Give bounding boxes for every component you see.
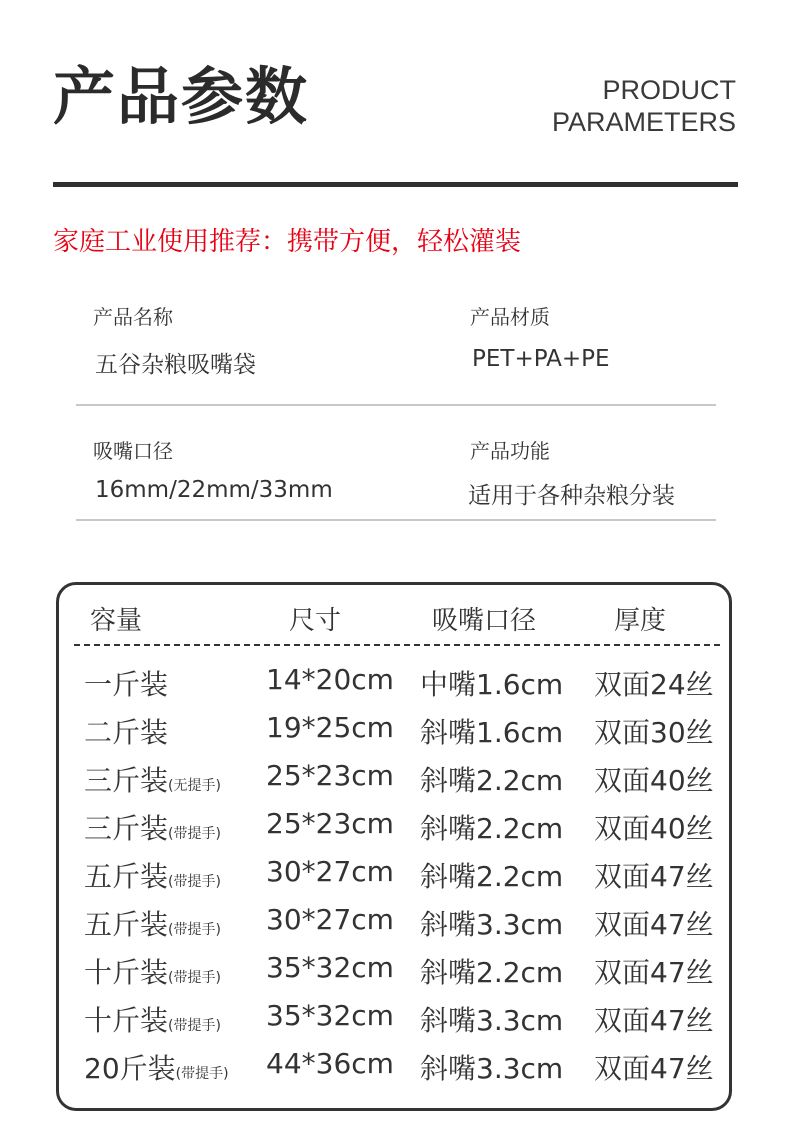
row-thickness: 双面47丝 (594, 956, 714, 989)
row-capacity: 三斤装(无提手) (84, 764, 221, 797)
title-en-line1: PRODUCT (602, 75, 736, 105)
row-size: 35*32cm (266, 999, 394, 1032)
table-header-spout: 吸嘴口径 (432, 606, 537, 636)
product-name-label: 产品名称 (93, 305, 173, 329)
row-capacity: 十斤装(带提手) (84, 1004, 221, 1037)
row-thickness: 双面47丝 (594, 908, 714, 941)
row-thickness: 双面47丝 (594, 1052, 714, 1085)
params-divider-2 (76, 519, 716, 521)
slogan: 家庭工业使用推荐：携带方便，轻松灌装 (53, 227, 522, 257)
row-spout: 斜嘴2.2cm (420, 956, 564, 989)
row-thickness: 双面47丝 (594, 1004, 714, 1037)
row-capacity: 五斤装(带提手) (84, 860, 221, 893)
row-capacity: 十斤装(带提手) (84, 956, 221, 989)
row-thickness: 双面24丝 (594, 668, 714, 701)
row-note: (带提手) (168, 922, 221, 938)
spout-diameter-label: 吸嘴口径 (93, 439, 173, 463)
row-capacity: 20斤装(带提手) (84, 1052, 229, 1085)
row-spout: 斜嘴2.2cm (420, 764, 564, 797)
row-note: (带提手) (168, 874, 221, 890)
row-spout: 斜嘴3.3cm (420, 1004, 564, 1037)
row-spout: 斜嘴2.2cm (420, 860, 564, 893)
row-note: (带提手) (168, 970, 221, 986)
row-size: 25*23cm (266, 759, 394, 792)
row-size: 44*36cm (266, 1047, 394, 1080)
row-spout: 斜嘴1.6cm (420, 716, 564, 749)
header-divider (53, 182, 738, 187)
row-spout: 斜嘴3.3cm (420, 908, 564, 941)
spout-diameter-value: 16mm/22mm/33mm (95, 477, 333, 503)
row-spout: 中嘴1.6cm (420, 668, 564, 701)
product-function-label: 产品功能 (470, 439, 550, 463)
row-thickness: 双面47丝 (594, 860, 714, 893)
row-size: 19*25cm (266, 711, 394, 744)
row-thickness: 双面30丝 (594, 716, 714, 749)
row-size: 14*20cm (266, 663, 394, 696)
params-divider-1 (76, 404, 716, 406)
row-size: 30*27cm (266, 903, 394, 936)
product-name-value: 五谷杂粮吸嘴袋 (95, 352, 256, 378)
table-header-size: 尺寸 (289, 606, 342, 636)
product-material-label: 产品材质 (470, 305, 550, 329)
row-note: (带提手) (168, 826, 221, 842)
row-spout: 斜嘴2.2cm (420, 812, 564, 845)
row-note: (带提手) (175, 1066, 229, 1082)
row-capacity: 一斤装 (84, 668, 169, 701)
page-title: 产品参数 (53, 60, 310, 133)
row-size: 30*27cm (266, 855, 394, 888)
row-size: 25*23cm (266, 807, 394, 840)
page-title-english (552, 74, 736, 138)
row-capacity: 五斤装(带提手) (84, 908, 221, 941)
table-header-divider (74, 644, 720, 646)
table-header-thickness: 厚度 (614, 606, 667, 636)
product-function-value: 适用于各种杂粮分装 (468, 483, 675, 509)
title-en-line2: PARAMETERS (551, 107, 736, 137)
row-thickness: 双面40丝 (594, 764, 714, 797)
row-note: (无提手) (168, 778, 221, 794)
row-note: (带提手) (168, 1018, 221, 1034)
row-thickness: 双面40丝 (594, 812, 714, 845)
row-spout: 斜嘴3.3cm (420, 1052, 564, 1085)
table-header-capacity: 容量 (90, 606, 143, 636)
row-capacity: 二斤装 (84, 716, 169, 749)
product-material-value: PET+PA+PE (472, 346, 610, 372)
row-size: 35*32cm (266, 951, 394, 984)
row-capacity: 三斤装(带提手) (84, 812, 221, 845)
